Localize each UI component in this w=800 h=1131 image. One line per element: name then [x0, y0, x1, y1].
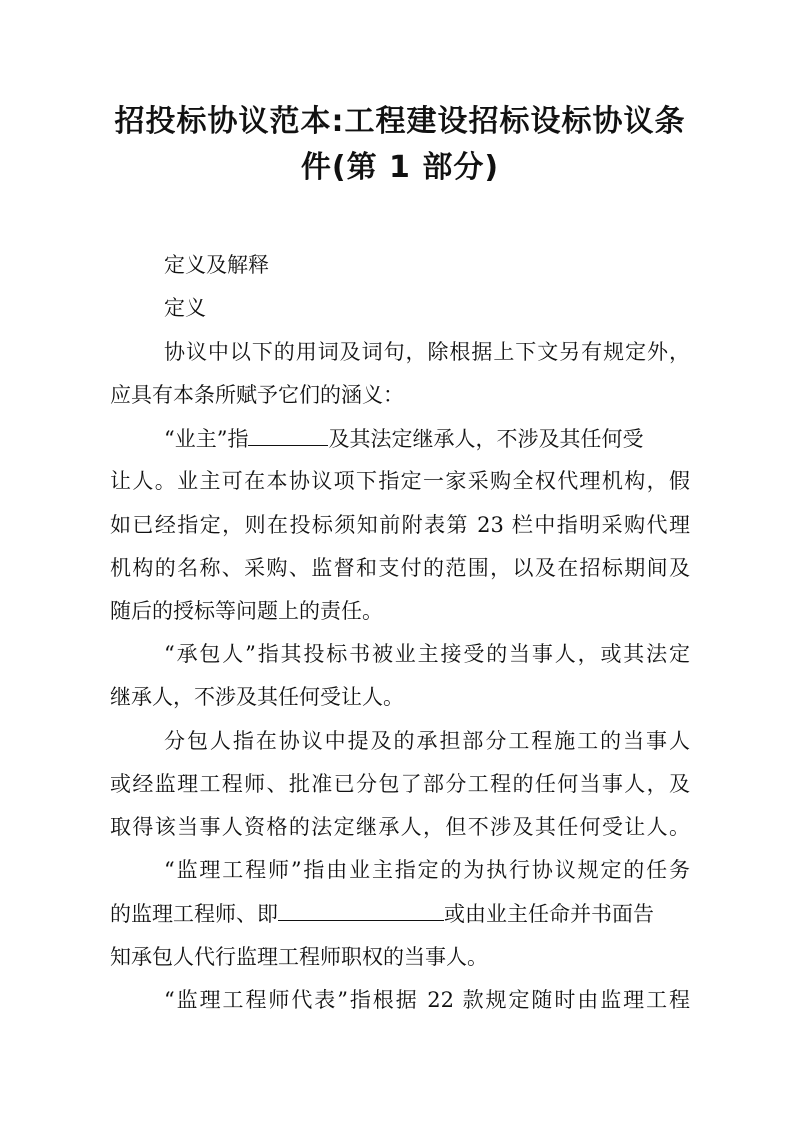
document-title-line-2: 件(第 1 部分): [300, 150, 500, 185]
paragraph-line-owner: [164, 423, 690, 454]
owner-term: “业主”指: [164, 427, 249, 451]
paragraph-line: 分包人指在协议中提及的承担部分工程施工的当事人: [164, 729, 690, 753]
engineer-name-blank: [278, 898, 444, 921]
engineer-term-rest: 或由业主任命并书面告: [444, 902, 654, 926]
paragraph-line: 机构的名称、采购、监督和支付的范围，以及在招标期间及: [110, 556, 690, 580]
paragraph-line: 如已经指定，则在投标须知前附表第 23 栏中指明采购代理: [110, 513, 690, 537]
paragraph-line: 继承人，不涉及其任何受让人。: [110, 685, 404, 709]
section-heading-definitions: 定义: [164, 296, 206, 320]
paragraph-line: 知承包人代行监理工程师职权的当事人。: [110, 945, 488, 969]
engineer-term: 的监理工程师、即: [110, 902, 278, 926]
paragraph-line: 协议中以下的用词及词句，除根据上下文另有规定外，: [164, 340, 690, 364]
document-title-line-1: 招投标协议范本:工程建设招标设标协议条: [114, 104, 686, 139]
paragraph-line-engineer: [110, 898, 690, 929]
paragraph-line: “监理工程师代表”指根据 22 款规定随时由监理工程: [164, 988, 690, 1012]
paragraph-line: “承包人”指其投标书被业主接受的当事人，或其法定: [164, 642, 690, 666]
paragraph-line: “监理工程师”指由业主指定的为执行协议规定的任务: [164, 858, 690, 882]
section-heading-definitions-and-interpretation: 定义及解释: [164, 253, 269, 277]
owner-name-blank: [248, 423, 328, 446]
paragraph-line: 取得该当事人资格的法定继承人，但不涉及其任何受让人。: [110, 815, 690, 839]
owner-term-rest: 及其法定继承人，不涉及其任何受: [328, 427, 644, 451]
paragraph-line: 或经监理工程师、批准已分包了部分工程的任何当事人，及: [110, 772, 690, 796]
paragraph-line: 应具有本条所赋予它们的涵义：: [110, 383, 404, 407]
paragraph-line: 让人。业主可在本协议项下指定一家采购全权代理机构，假: [110, 469, 690, 493]
paragraph-line: 随后的授标等问题上的责任。: [110, 599, 383, 623]
